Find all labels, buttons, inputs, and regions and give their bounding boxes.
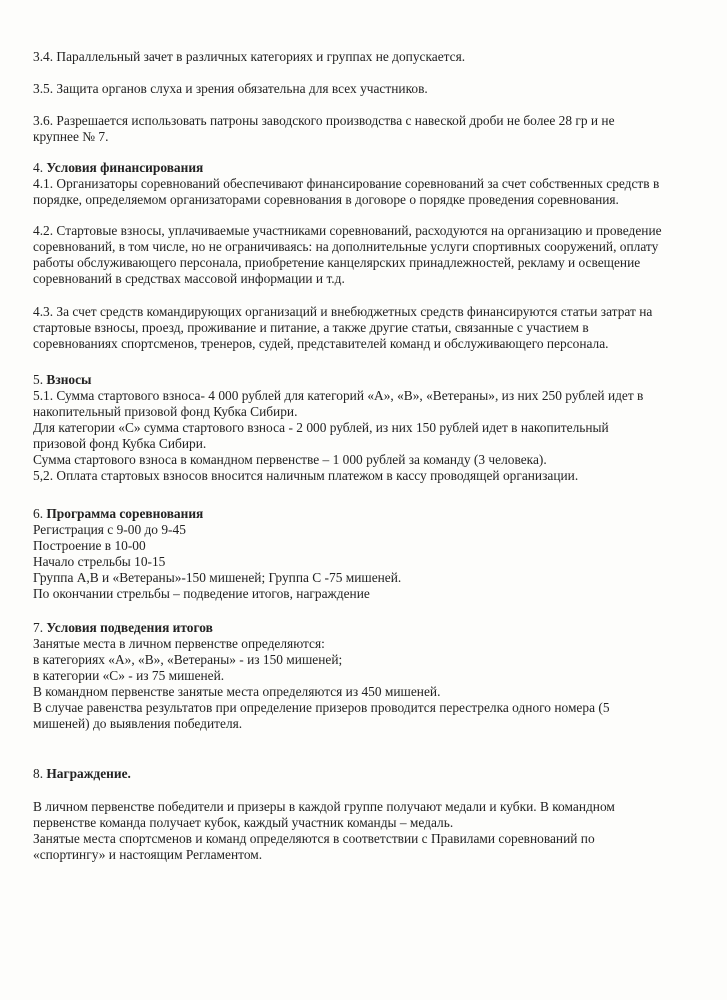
section-7-line: В случае равенства результатов при определение призеров проводится перестрелка одного номера (5 bbox=[33, 700, 610, 715]
paragraph-4-2-line: соревнований, в том числе, но не ограничиваясь: на дополнительные услуги спортивных сооружений, оплату bbox=[33, 239, 659, 254]
section-5-line: призовой фонд Кубка Сибири. bbox=[33, 436, 207, 451]
paragraph-3-6-line: крупнее № 7. bbox=[33, 129, 109, 144]
section-7-heading bbox=[33, 620, 213, 636]
section-5-number: 5. bbox=[33, 372, 47, 387]
section-8-title: Награждение. bbox=[46, 766, 131, 781]
paragraph-4-1-line: 4.1. Организаторы соревнований обеспечивают финансирование соревнований за счет собственных средств в bbox=[33, 176, 660, 191]
section-7-number: 7. bbox=[33, 620, 47, 635]
section-6-line: Построение в 10-00 bbox=[33, 538, 146, 553]
paragraph-3-5: 3.5. Защита органов слуха и зрения обязательна для всех участников. bbox=[33, 81, 428, 96]
section-7-line: Занятые места в личном первенстве определяются: bbox=[33, 636, 325, 651]
paragraph-4-2-line: 4.2. Стартовые взносы, уплачиваемые участниками соревнований, расходуются на организацию и проведение bbox=[33, 223, 662, 238]
section-7-line: мишеней) до выявления победителя. bbox=[33, 716, 243, 731]
section-6-heading bbox=[33, 506, 203, 522]
paragraph-4-3-line: стартовые взносы, проезд, проживание и питание, а также другие статьи, связанные с участием в bbox=[33, 320, 589, 335]
section-4-number: 4. bbox=[33, 160, 47, 175]
section-6-line: Начало стрельбы 10-15 bbox=[33, 554, 166, 569]
section-6-number: 6. bbox=[33, 506, 47, 521]
section-5-heading bbox=[33, 372, 92, 388]
section-8-heading bbox=[33, 766, 131, 782]
section-8-line: «спортингу» и настоящим Регламентом. bbox=[33, 847, 263, 862]
paragraph-4-1-line: порядке, определяемом организаторами соревнования в договоре о порядке проведения соревнования. bbox=[33, 192, 619, 207]
section-8-line: первенстве команда получает кубок, каждый участник команды – медаль. bbox=[33, 815, 454, 830]
section-8-line: Занятые места спортсменов и команд определяются в соответствии с Правилами соревнований по bbox=[33, 831, 595, 846]
section-6-line: Группа А,В и «Ветераны»-150 мишеней; Группа С -75 мишеней. bbox=[33, 570, 402, 585]
section-5-line: Для категории «С» сумма стартового взноса - 2 000 рублей, из них 150 рублей идет в накопительный bbox=[33, 420, 609, 435]
paragraph-4-2-line: соревнований в средствах массовой информации и т.д. bbox=[33, 271, 345, 286]
paragraph-3-4: 3.4. Параллельный зачет в различных категориях и группах не допускается. bbox=[33, 49, 466, 64]
section-7-line: В командном первенстве занятые места определяются из 450 мишеней. bbox=[33, 684, 441, 699]
section-5-line: Сумма стартового взноса в командном первенстве – 1 000 рублей за команду (3 человека). bbox=[33, 452, 547, 467]
section-5-line: 5,2. Оплата стартовых взносов вносится наличным платежом в кассу проводящей организации. bbox=[33, 468, 579, 483]
section-7-line: в категории «С» - из 75 мишеней. bbox=[33, 668, 225, 683]
section-6-line: Регистрация с 9-00 до 9-45 bbox=[33, 522, 186, 537]
section-5-title: Взносы bbox=[46, 372, 92, 387]
paragraph-3-6-line: 3.6. Разрешается использовать патроны заводского производства с навеской дроби не более 28 гр и не bbox=[33, 113, 615, 128]
section-7-title: Условия подведения итогов bbox=[46, 620, 213, 635]
section-5-line: 5.1. Сумма стартового взноса- 4 000 рублей для категорий «А», «В», «Ветераны», из них 250 рублей идет в bbox=[33, 388, 644, 403]
section-4-heading bbox=[33, 160, 203, 176]
section-8-number: 8. bbox=[33, 766, 47, 781]
paragraph-4-3-line: соревнованиях спортсменов, тренеров, судей, представителей команд и обслуживающего персонала. bbox=[33, 336, 609, 351]
section-6-line: По окончании стрельбы – подведение итогов, награждение bbox=[33, 586, 370, 601]
paragraph-4-2-line: работы обслуживающего персонала, приобретение канцелярских принадлежностей, рекламу и освещение bbox=[33, 255, 641, 270]
section-5-line: накопительный призовой фонд Кубка Сибири. bbox=[33, 404, 298, 419]
section-6-title: Программа соревнования bbox=[46, 506, 204, 521]
paragraph-4-3-line: 4.3. За счет средств командирующих организаций и внебюджетных средств финансируются статьи затрат на bbox=[33, 304, 653, 319]
section-7-line: в категориях «А», «В», «Ветераны» - из 150 мишеней; bbox=[33, 652, 343, 667]
section-4-title: Условия финансирования bbox=[46, 160, 204, 175]
section-8-line: В личном первенстве победители и призеры в каждой группе получают медали и кубки. В командном bbox=[33, 799, 615, 814]
